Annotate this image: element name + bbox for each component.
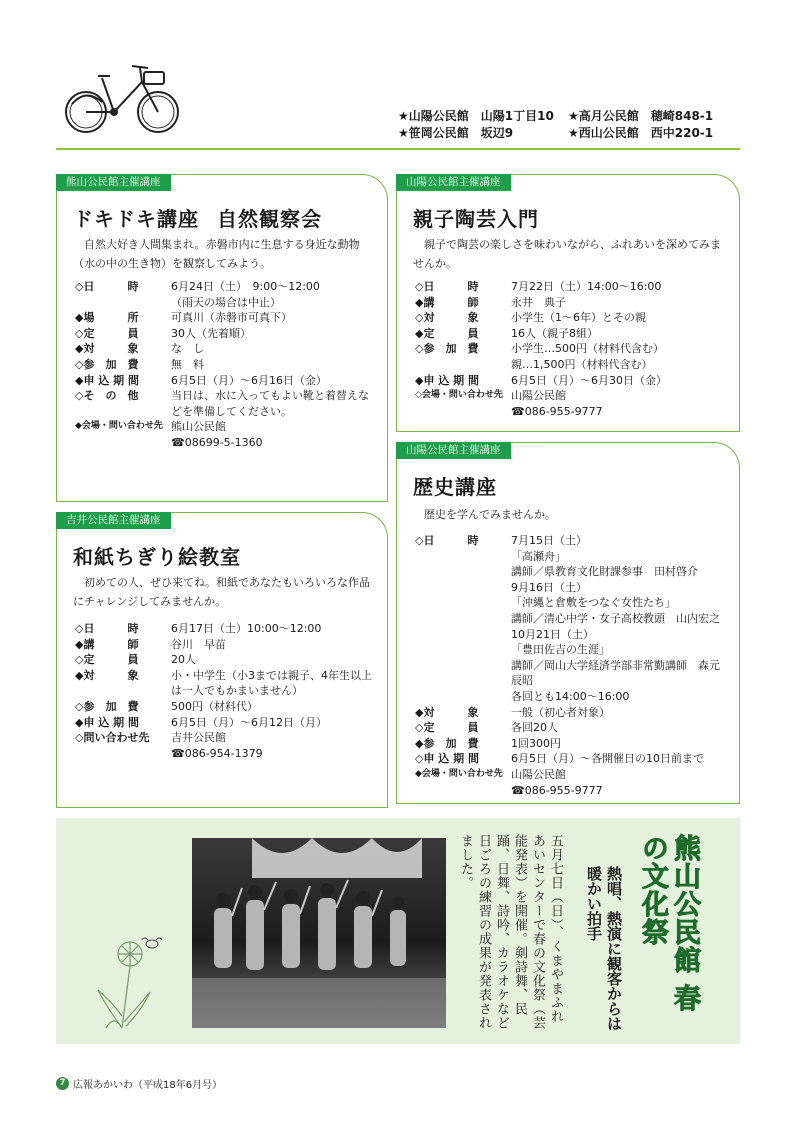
address-nishiyama: ★西山公民館 西中220-1	[568, 126, 714, 140]
detail-row	[415, 549, 729, 565]
course-details	[415, 533, 729, 798]
detail-value: 10月21日（土）	[511, 627, 594, 641]
detail-row	[75, 637, 377, 653]
detail-value: 講師／県教育文化財課参事 田村啓介	[511, 565, 698, 579]
detail-label	[415, 357, 511, 373]
detail-label: ◆対 象	[75, 342, 139, 356]
course-details	[75, 279, 377, 451]
detail-label	[75, 435, 171, 451]
detail-row	[75, 310, 377, 326]
detail-label	[75, 295, 171, 311]
detail-row	[415, 720, 729, 736]
detail-value: 一般（初心者対象）	[511, 705, 610, 719]
bicycle-illustration	[62, 58, 182, 138]
detail-value: 1回300円	[511, 736, 561, 750]
detail-row	[415, 736, 729, 752]
detail-value: 山陽公民館	[511, 767, 566, 781]
header-divider	[56, 148, 740, 150]
detail-row	[415, 373, 729, 389]
detail-value: 無 料	[171, 357, 204, 371]
detail-row	[415, 783, 729, 799]
detail-label: ◆講 師	[415, 295, 479, 309]
detail-value: 講師／岡山大学経済学部非常勤講師 森元辰昭	[511, 658, 720, 688]
course-tag: 山陽公民館主催講座	[396, 174, 511, 191]
detail-label: ◆対 象	[415, 705, 479, 719]
community-center-addresses	[398, 108, 738, 142]
detail-value: （雨天の場合は中止）	[171, 295, 281, 309]
detail-label: ◆対 象	[75, 668, 139, 682]
detail-label	[415, 564, 511, 580]
address-sasaoka: ★笹岡公民館 坂辺9	[398, 126, 514, 140]
course-card-history	[396, 442, 740, 804]
detail-value: 6月5日（月）〜6月30日（金）	[511, 373, 667, 387]
detail-row	[75, 419, 377, 435]
detail-label: ◇そ の 他	[75, 389, 139, 403]
detail-label: ◆申 込 期 間	[415, 373, 479, 387]
detail-row	[75, 435, 377, 451]
festival-article-body: 五月七日（日）、くまやまふれあいセンターで春の文化祭（芸能発表）を開催。剣詩舞、民踊、日舞、詩吟、カラオケなど日ごろの練習の成果が発表されました。	[458, 834, 563, 1030]
address-sanyo: ★山陽公民館 山陽1丁目10	[398, 109, 554, 123]
course-title-sub: 自然観察会	[217, 207, 322, 231]
detail-label: ◇対 象	[415, 311, 479, 325]
detail-row	[75, 699, 377, 715]
course-intro: 歴史を学んでみませんか。	[424, 508, 556, 521]
course-intro: 親子で陶芸の楽しさを味わいながら、ふれあいを深めてみませんか。	[413, 238, 721, 270]
detail-value: 6月17日（土）10:00〜12:00	[171, 622, 322, 635]
detail-value: 500円（材料代）	[171, 699, 258, 713]
detail-value: 20人	[171, 653, 196, 667]
detail-row	[75, 341, 377, 357]
detail-row	[415, 751, 729, 767]
detail-value: ☎086-955-9777	[511, 404, 603, 418]
address-row	[398, 108, 738, 125]
course-title-main: ドキドキ講座	[73, 207, 199, 231]
dandelion-illustration	[86, 936, 166, 1032]
detail-row	[415, 595, 729, 611]
detail-label	[415, 595, 511, 611]
detail-label	[415, 689, 511, 705]
detail-row	[415, 689, 729, 705]
detail-label	[415, 783, 511, 799]
detail-row	[415, 767, 729, 783]
course-card-pottery	[396, 174, 740, 432]
detail-value: 永井 典子	[511, 295, 566, 309]
detail-row	[75, 326, 377, 342]
detail-row	[75, 388, 377, 419]
detail-value: 16人（親子8組）	[511, 326, 598, 340]
detail-row	[415, 404, 729, 420]
detail-label	[415, 658, 511, 689]
address-takatsuki: ★高月公民館 穂崎848-1	[568, 109, 714, 123]
publication-name: 広報あかいわ（平成18年6月号）	[73, 1080, 223, 1091]
detail-label	[415, 580, 511, 596]
course-title	[73, 203, 322, 232]
detail-label: ◆定 員	[415, 326, 479, 340]
detail-row	[75, 279, 377, 295]
detail-value: 小・中学生（小3までは親子、4年生以上は一人でもかまいません）	[171, 668, 372, 698]
festival-title: 熊山公民館 春の文化祭	[637, 834, 700, 1013]
detail-value: 7月15日（土）	[511, 534, 587, 547]
address-row	[398, 125, 738, 142]
detail-row	[75, 357, 377, 373]
detail-label: ◇申 込 期 間	[415, 752, 479, 766]
detail-label	[75, 746, 171, 762]
detail-row	[415, 341, 729, 357]
course-tag: 熊山公民館主催講座	[56, 174, 171, 191]
detail-label: ◆申 込 期 間	[75, 715, 139, 729]
course-tag: 山陽公民館主催講座	[396, 442, 511, 459]
detail-row	[415, 388, 729, 404]
detail-value: 吉井公民館	[171, 731, 226, 745]
course-title: 親子陶芸入門	[413, 207, 539, 231]
detail-label: ◇参 加 費	[415, 342, 479, 356]
festival-title-box	[628, 834, 700, 1030]
detail-label	[415, 611, 511, 627]
detail-label	[415, 627, 511, 643]
detail-value: 各回20人	[511, 721, 558, 735]
detail-value: 小学生…500円（材料代含む）	[511, 342, 664, 356]
course-card-nature-observation	[56, 174, 388, 502]
detail-row	[75, 746, 377, 762]
detail-label: ◇定 員	[75, 653, 139, 667]
detail-value: 親…1,500円（材料代含む）	[511, 357, 653, 371]
detail-value: 熊山公民館	[171, 420, 226, 434]
festival-dance-photo	[192, 838, 446, 1028]
festival-subheading: 熱唱、熱演に観客からは暖かい拍手	[585, 866, 623, 1031]
detail-label: ◇会場・問い合わせ先	[415, 390, 503, 401]
detail-value: な し	[171, 342, 204, 356]
detail-value: 6月24日（土） 9:00〜12:00	[171, 280, 320, 293]
detail-value: 山陽公民館	[511, 389, 566, 403]
detail-label	[415, 642, 511, 658]
detail-row	[415, 295, 729, 311]
detail-value: 9月16日（土）	[511, 580, 587, 594]
detail-value: 「豊田佐吉の生涯」	[511, 643, 610, 657]
detail-label	[415, 549, 511, 565]
detail-value: 各回とも14:00〜16:00	[511, 689, 630, 703]
detail-value: 谷川 早苗	[171, 637, 226, 651]
detail-label: ◆会場・問い合わせ先	[415, 768, 503, 779]
detail-row	[415, 611, 729, 627]
detail-row	[415, 279, 729, 295]
course-details	[415, 279, 729, 419]
detail-row	[415, 642, 729, 658]
detail-value: 「高瀬舟」	[511, 549, 566, 563]
detail-row	[415, 627, 729, 643]
detail-value: 6月5日（月）〜6月16日（金）	[171, 373, 327, 387]
detail-row	[415, 310, 729, 326]
detail-label: ◇日 時	[415, 280, 479, 293]
detail-value: ☎086-954-1379	[171, 746, 263, 760]
detail-value: 「沖縄と倉敷をつなぐ女性たち」	[511, 596, 676, 610]
course-tag: 吉井公民館主催講座	[56, 512, 171, 529]
page-footer	[56, 1076, 222, 1091]
detail-label: ◆参 加 費	[415, 736, 479, 750]
detail-row	[75, 295, 377, 311]
detail-row	[75, 652, 377, 668]
detail-value: 講師／清心中学・女子高校教頭 山内宏之	[511, 611, 720, 625]
detail-label: ◇参 加 費	[75, 699, 139, 713]
detail-row	[75, 715, 377, 731]
detail-row	[415, 705, 729, 721]
detail-row	[415, 533, 729, 549]
detail-label: ◇定 員	[415, 721, 479, 735]
detail-value: 6月5日（月）〜6月12日（月）	[171, 715, 327, 729]
detail-value: ☎08699-5-1360	[171, 435, 263, 449]
course-details	[75, 621, 377, 761]
detail-label: ◆場 所	[75, 311, 139, 325]
course-title: 和紙ちぎり絵教室	[73, 545, 241, 569]
detail-label: ◇問い合わせ先	[75, 731, 150, 745]
detail-label: ◆申 込 期 間	[75, 373, 139, 387]
detail-row	[75, 668, 377, 699]
course-card-washi-chigirie	[56, 512, 388, 808]
detail-value: 7月22日（土）14:00〜16:00	[511, 280, 662, 293]
detail-label: ◆講 師	[75, 637, 139, 651]
detail-label: ◇日 時	[415, 534, 479, 547]
detail-row	[415, 658, 729, 689]
page-number: 7	[56, 1077, 69, 1090]
detail-label: ◇定 員	[75, 326, 139, 340]
detail-label: ◇参 加 費	[75, 357, 139, 371]
detail-label	[415, 404, 511, 420]
detail-row	[415, 564, 729, 580]
detail-label: ◆会場・問い合わせ先	[75, 421, 163, 432]
detail-label: ◇日 時	[75, 280, 139, 293]
detail-value: 30人（先着順）	[171, 326, 251, 340]
detail-value: 小学生（1〜6年）とその親	[511, 311, 646, 325]
course-intro: 自然大好き人間集まれ。赤磐市内に生息する身近な動物（水の中の生き物）を観察してみよう。	[73, 238, 360, 270]
detail-row	[415, 326, 729, 342]
detail-value: ☎086-955-9777	[511, 783, 603, 797]
detail-value: 6月5日（月）〜各開催日の10日前まで	[511, 752, 704, 766]
detail-row	[415, 580, 729, 596]
detail-label: ◇日 時	[75, 622, 139, 635]
detail-row	[75, 621, 377, 637]
detail-row	[75, 730, 377, 746]
course-title: 歴史講座	[413, 475, 497, 499]
detail-value: 可真川（赤磐市可真下）	[171, 311, 292, 325]
course-intro: 初めての人、ぜひ来てね。和紙であなたもいろいろな作品にチャレンジしてみませんか。	[73, 576, 370, 608]
detail-value: 当日は、水に入ってもよい靴と着替えなどを準備してください。	[171, 389, 369, 418]
detail-row	[415, 357, 729, 373]
detail-row	[75, 373, 377, 389]
